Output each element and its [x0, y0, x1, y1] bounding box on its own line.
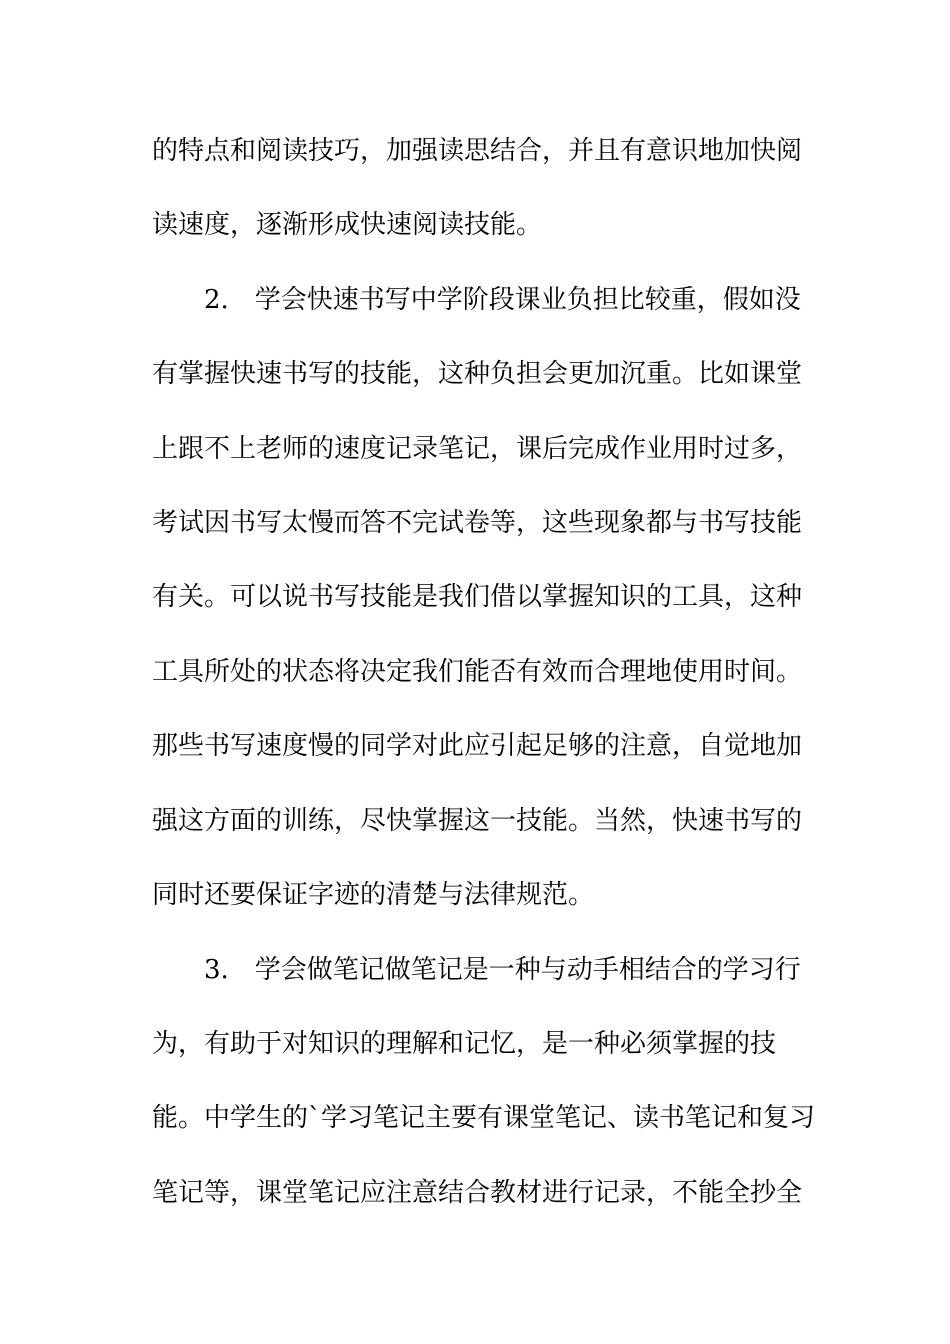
text-line: 有关。可以说书写技能是我们借以掌握知识的工具，这种	[152, 582, 803, 612]
text-line: 能。中学生的`学习笔记主要有课堂笔记、读书笔记和复习	[152, 1103, 816, 1133]
text-line: 有掌握快速书写的技能，这种负担会更加沉重。比如课堂	[152, 359, 803, 389]
text-line: 笔记等，课堂笔记应注意结合教材进行记录，不能全抄全	[152, 1178, 803, 1208]
text-line: 为，有助于对知识的理解和记忆，是一种必须掌握的技	[152, 1029, 777, 1059]
text-line: 的特点和阅读技巧，加强读思结合，并且有意识地加快阅	[152, 136, 803, 166]
numbered-paragraph-start: 2. 学会快速书写中学阶段课业负担比较重，假如没	[204, 285, 801, 315]
text-line: 同时还要保证字迹的清楚与法律规范。	[152, 880, 595, 910]
text-line: 强这方面的训练，尽快掌握这一技能。当然，快速书写的	[152, 806, 803, 836]
text-line: 考试因书写太慢而答不完试卷等，这些现象都与书写技能	[152, 508, 803, 538]
text-line: 上跟不上老师的速度记录笔记，课后完成作业用时过多，	[152, 434, 803, 464]
text-line: 工具所处的状态将决定我们能否有效而合理地使用时间。	[152, 657, 803, 687]
text-line: 那些书写速度慢的同学对此应引起足够的注意，自觉地加	[152, 731, 803, 761]
numbered-paragraph-start: 3. 学会做笔记做笔记是一种与动手相结合的学习行	[204, 955, 801, 985]
text-line: 读速度，逐渐形成快速阅读技能。	[152, 210, 543, 240]
